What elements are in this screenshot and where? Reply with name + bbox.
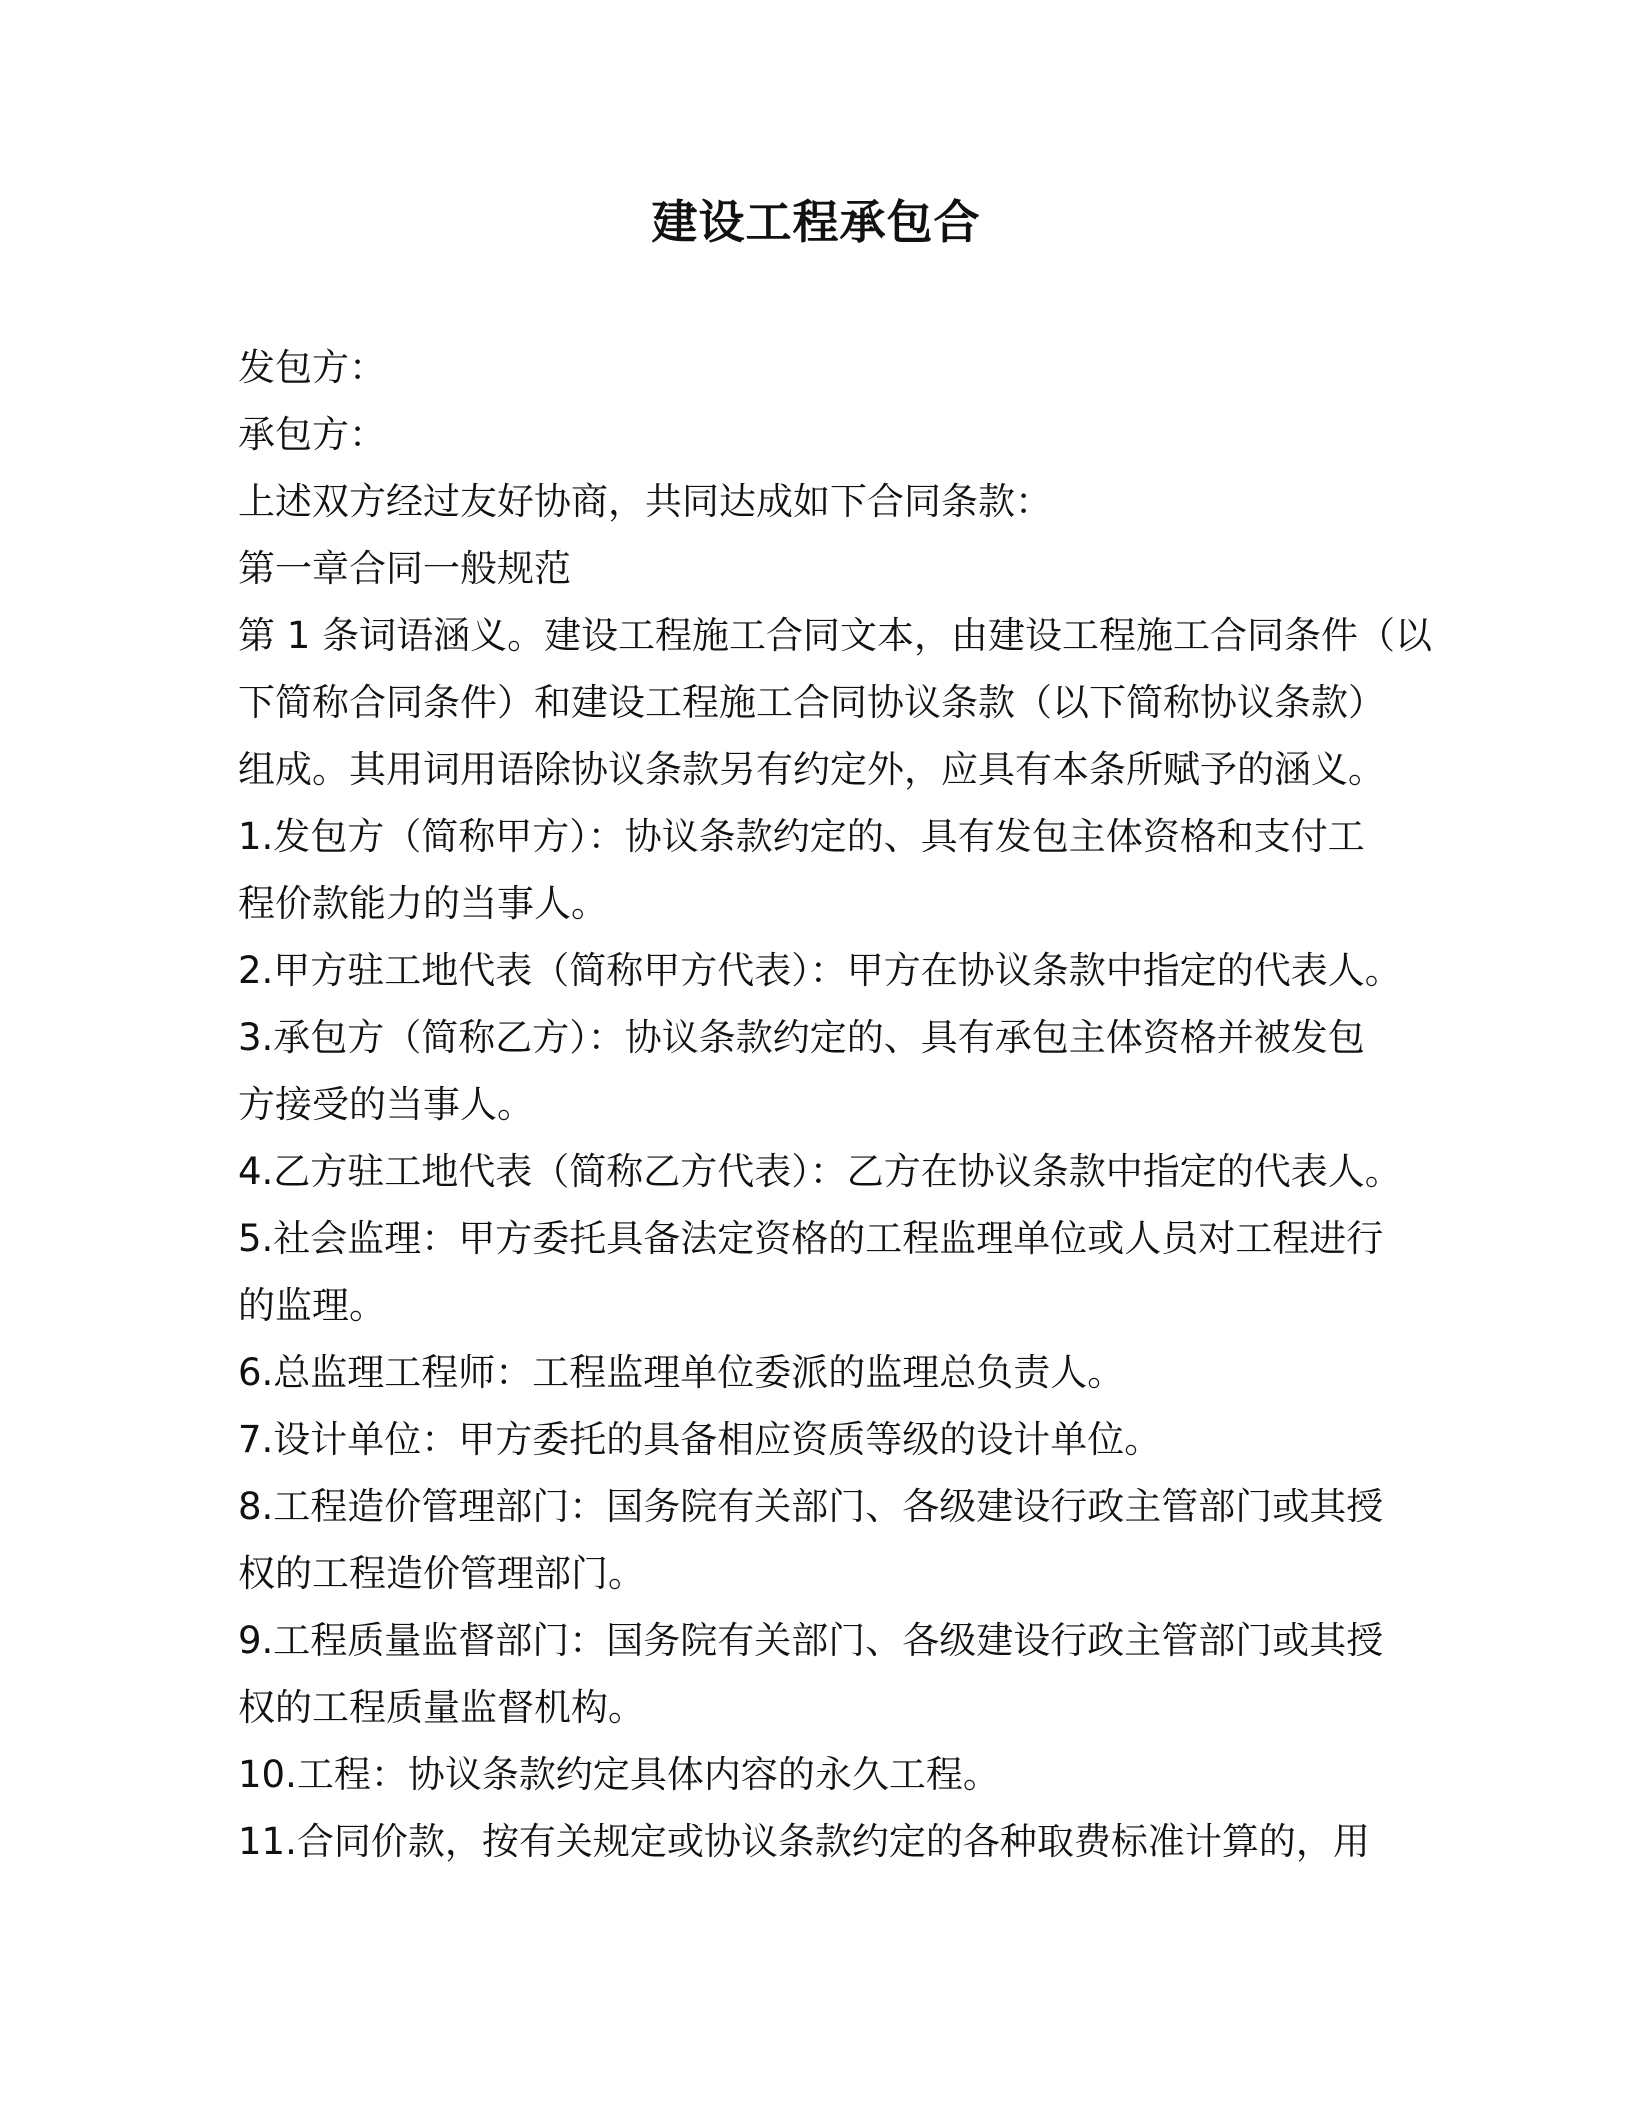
definition-9-line-1: 9.工程质量监督部门：国务院有关部门、各级建设行政主管部门或其授: [238, 1619, 1384, 1662]
article-1-line-1: 第 1 条词语涵义。建设工程施工合同文本，由建设工程施工合同条件（以: [238, 614, 1433, 657]
definition-9-line-2: 权的工程质量监督机构。: [238, 1686, 645, 1729]
definition-6: 6.总监理工程师：工程监理单位委派的监理总负责人。: [238, 1351, 1125, 1394]
definition-2: 2.甲方驻工地代表（简称甲方代表）：甲方在协议条款中指定的代表人。: [238, 949, 1402, 992]
article-1-line-3: 组成。其用词用语除协议条款另有约定外，应具有本条所赋予的涵义。: [238, 748, 1385, 791]
definition-1-line-2: 程价款能力的当事人。: [238, 882, 608, 925]
party-a-label: 发包方：: [238, 346, 386, 389]
definition-5-line-2: 的监理。: [238, 1284, 386, 1327]
chapter-heading: 第一章合同一般规范: [238, 547, 571, 590]
definition-3-line-2: 方接受的当事人。: [238, 1083, 534, 1126]
party-b-label: 承包方：: [238, 413, 386, 456]
agreement-intro: 上述双方经过友好协商，共同达成如下合同条款：: [238, 480, 1052, 523]
document-body: [238, 334, 1433, 1875]
document-title: 建设工程承包合: [651, 195, 981, 249]
definition-10: 10.工程：协议条款约定具体内容的永久工程。: [238, 1753, 1000, 1796]
definition-4: 4.乙方驻工地代表（简称乙方代表）：乙方在协议条款中指定的代表人。: [238, 1150, 1402, 1193]
definition-3-line-1: 3.承包方（简称乙方）：协议条款约定的、具有承包主体资格并被发包: [238, 1016, 1365, 1059]
article-1-line-2: 下简称合同条件）和建设工程施工合同协议条款（以下简称协议条款）: [238, 681, 1385, 724]
definition-1-line-1: 1.发包方（简称甲方）：协议条款约定的、具有发包主体资格和支付工: [238, 815, 1365, 858]
definition-8-line-1: 8.工程造价管理部门：国务院有关部门、各级建设行政主管部门或其授: [238, 1485, 1384, 1528]
definition-7: 7.设计单位：甲方委托的具备相应资质等级的设计单位。: [238, 1418, 1162, 1461]
definition-5-line-1: 5.社会监理：甲方委托具备法定资格的工程监理单位或人员对工程进行: [238, 1217, 1384, 1260]
definition-8-line-2: 权的工程造价管理部门。: [238, 1552, 645, 1595]
definition-11-line-1: 11.合同价款，按有关规定或协议条款约定的各种取费标准计算的，用: [238, 1820, 1370, 1863]
